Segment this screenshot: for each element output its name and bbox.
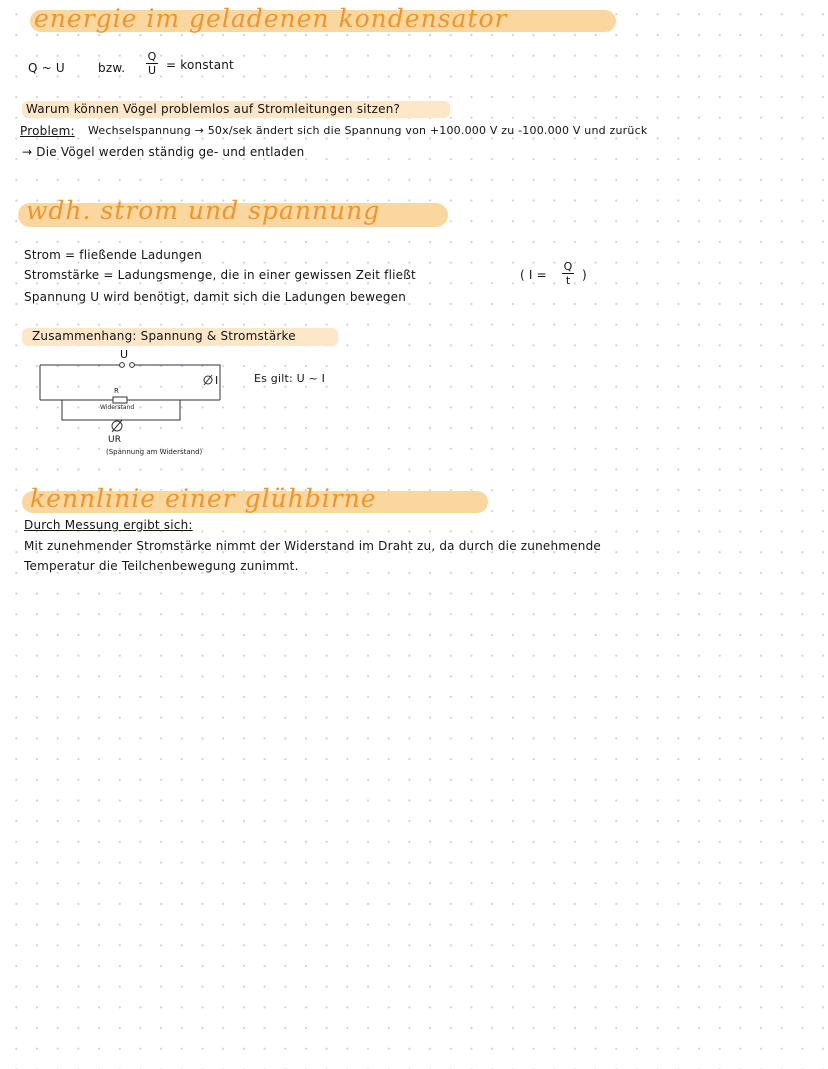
circuit-wires — [40, 365, 220, 420]
label-resistor-r: R — [114, 387, 120, 395]
problem-text: Wechselspannung → 50x/sek ändert sich die Spannung von +100.000 V zu -100.000 V und zurück — [88, 124, 648, 137]
resistor-symbol — [113, 397, 127, 403]
section-heading-kondensator: energie im geladenen kondensator — [34, 4, 508, 33]
voltage-source-terminal — [130, 363, 135, 368]
messung-intro: Durch Messung ergibt sich: — [24, 518, 193, 532]
formula-open: ( I = — [520, 268, 547, 282]
formula-close: ) — [582, 268, 587, 282]
zusammenhang-subheading: Zusammenhang: Spannung & Stromstärke — [32, 329, 296, 343]
spannung-definition: Spannung U wird benötigt, damit sich die Ladungen bewegen — [24, 290, 407, 304]
label-widerstand: Widerstand — [100, 404, 135, 411]
formula-numerator: Q — [563, 260, 573, 273]
problem-label: Problem: — [20, 124, 75, 138]
formula-fraction — [562, 261, 574, 286]
section-heading-kennlinie: kennlinie einer glühbirne — [30, 484, 377, 513]
label-voltage-u: U — [120, 348, 129, 361]
voltage-source-terminal — [120, 363, 125, 368]
section-heading-strom-spannung: wdh. strom und spannung — [26, 196, 381, 225]
fraction-q-over-u — [146, 51, 158, 76]
kennlinie-text-line2: Temperatur die Teilchenbewegung zunimmt. — [24, 559, 299, 573]
strom-definition: Strom = fließende Ladungen — [24, 248, 203, 262]
es-gilt-u-i: Es gilt: U ~ I — [254, 372, 326, 385]
fraction-numerator: Q — [147, 50, 157, 63]
label-spannung-am-widerstand: (Spannung am Widerstand) — [106, 448, 203, 456]
stromstaerke-definition: Stromstärke = Ladungsmenge, die in einer gewissen Zeit fließt — [24, 268, 416, 282]
fraction-denominator: U — [147, 64, 157, 77]
kennlinie-text-line1: Mit zunehmender Stromstärke nimmt der Widerstand im Draht zu, da durch die zunehmende — [24, 539, 601, 553]
conclusion-text: → Die Vögel werden ständig ge- und entladen — [22, 145, 305, 159]
label-voltage-ur: UR — [108, 435, 122, 445]
label-current-i: I — [215, 374, 219, 387]
relation-konstant: = konstant — [166, 58, 234, 72]
relation-bzw: bzw. — [98, 61, 126, 75]
relation-q-u: Q ~ U — [28, 61, 65, 75]
formula-denominator: t — [565, 274, 571, 287]
question-voegel: Warum können Vögel problemlos auf Stromleitungen sitzen? — [26, 102, 401, 116]
